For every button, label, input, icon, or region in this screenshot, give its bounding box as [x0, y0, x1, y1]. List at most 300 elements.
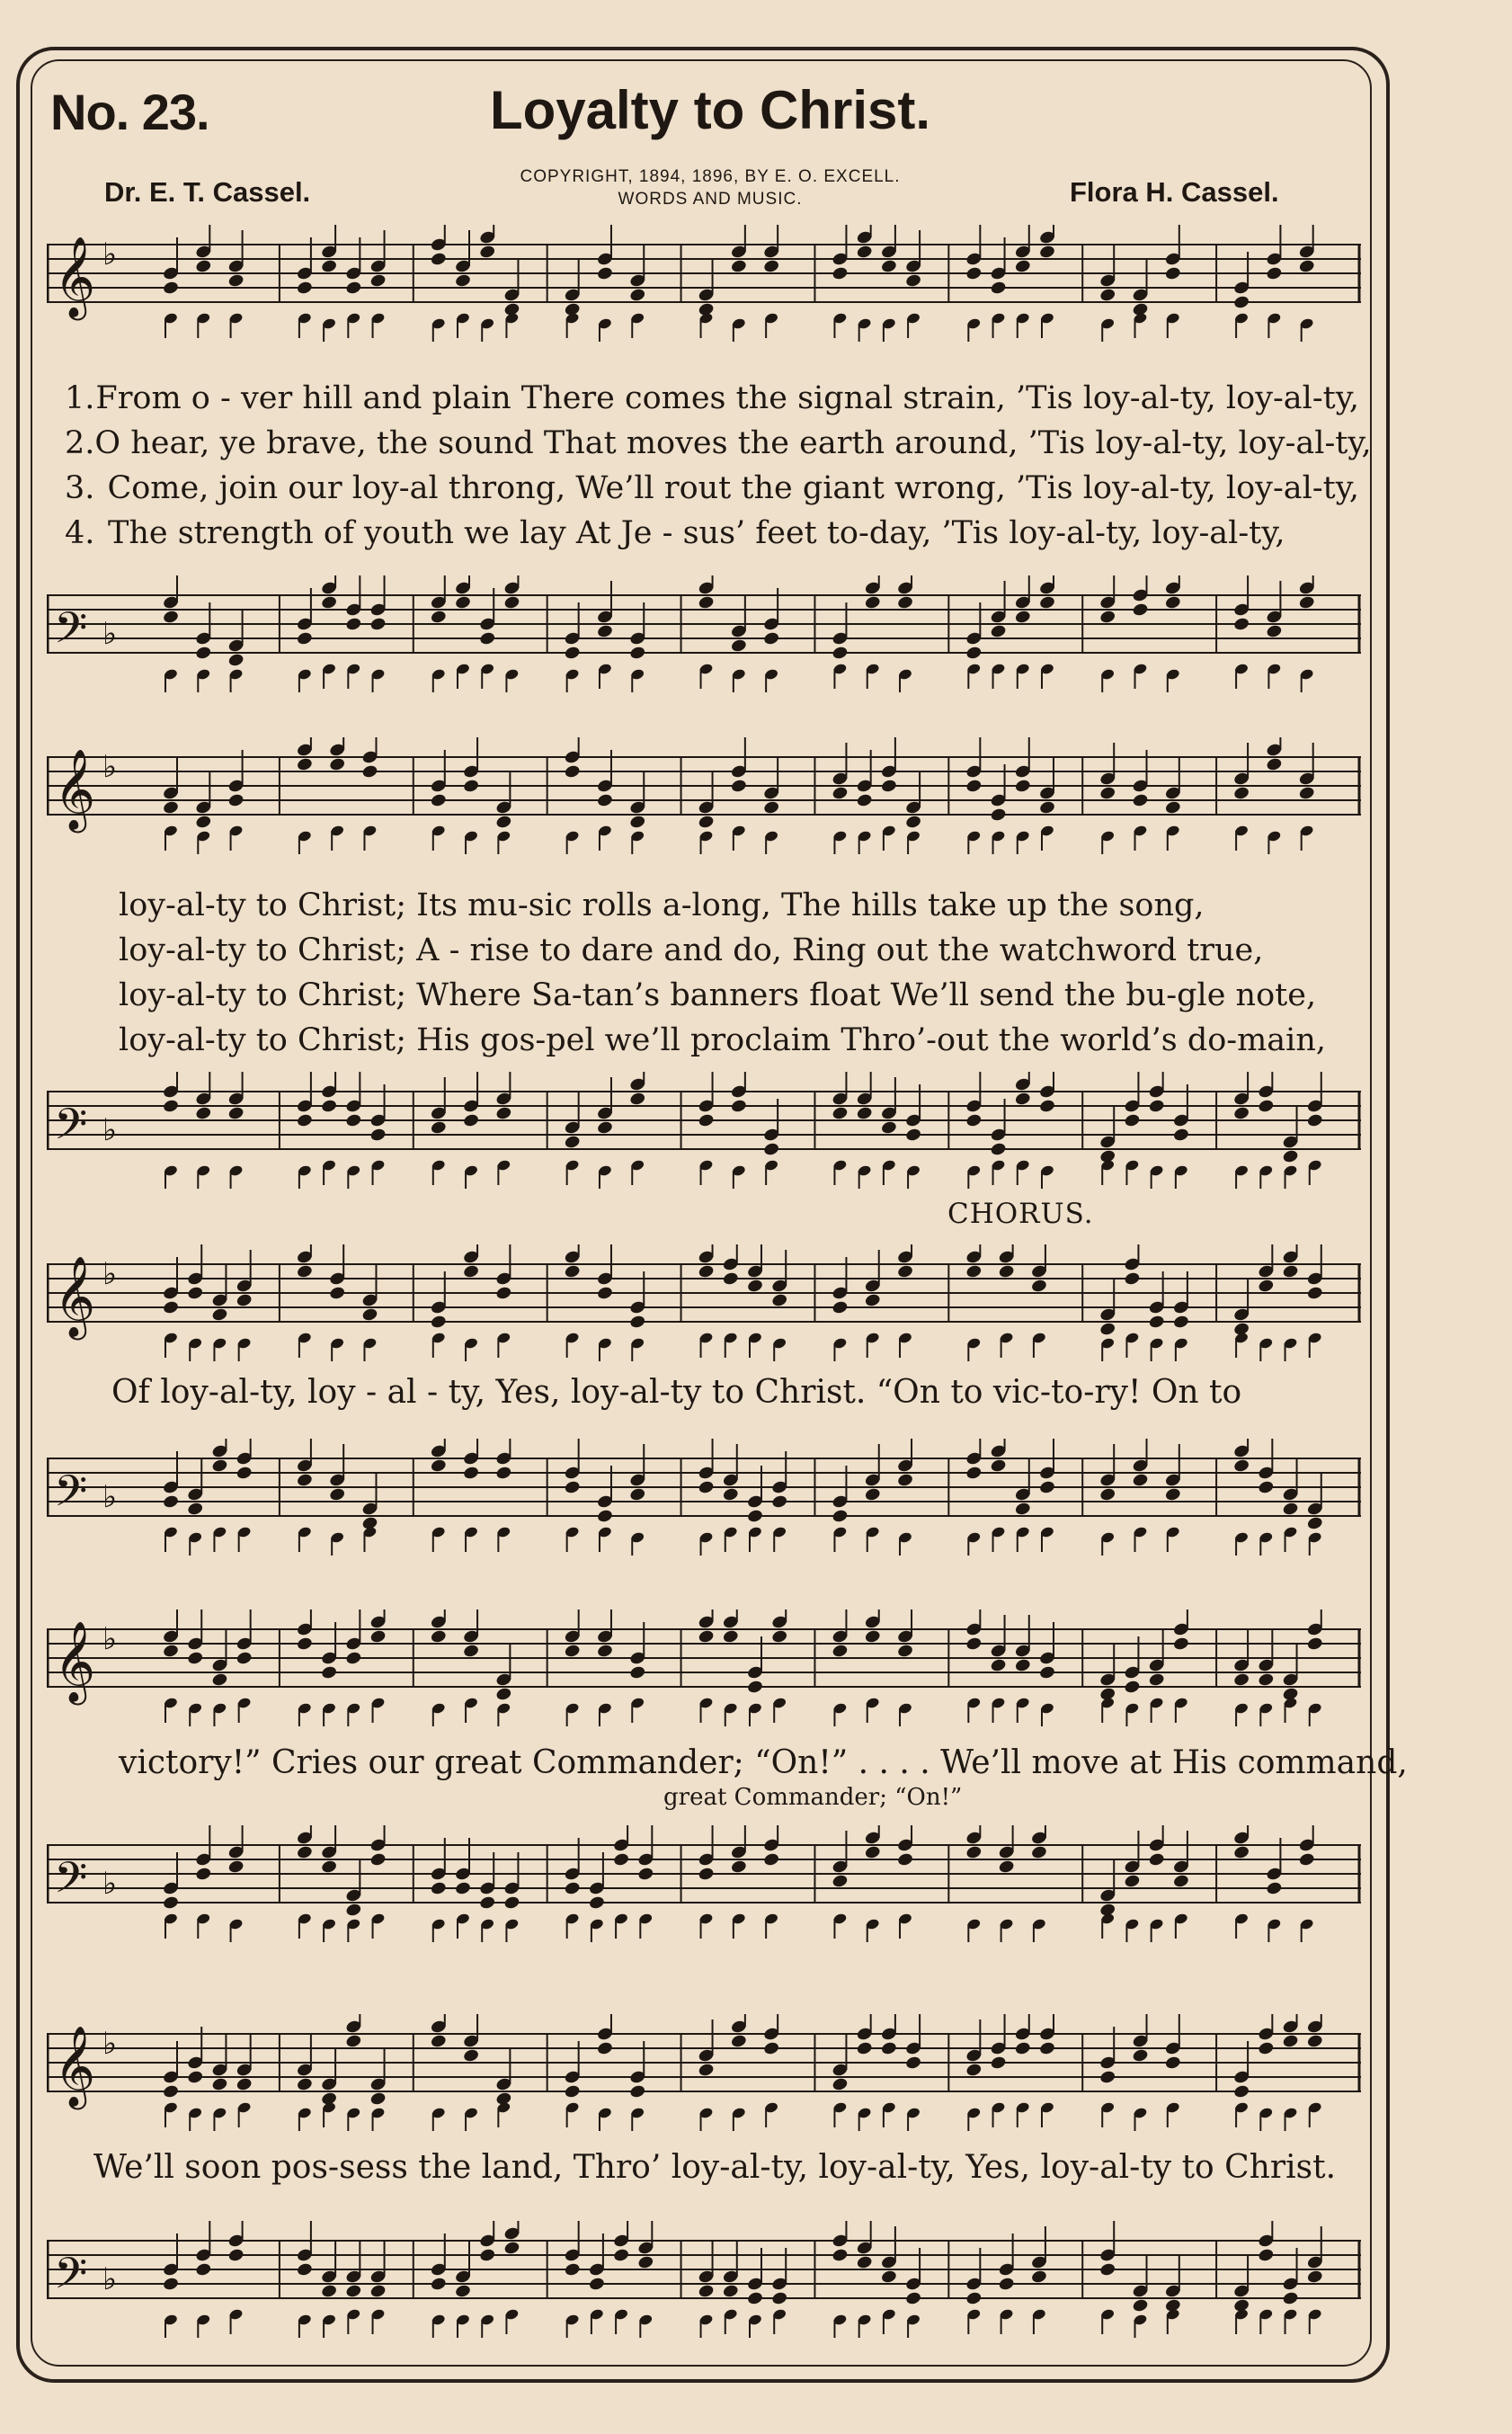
lyrics-line-5: We’ll soon pos-sess the land, Thro’ loy-al-ty, loy-al-ty, Yes, loy-al-ty to Christ. [93, 2149, 1337, 2186]
treble-clef-icon: 𝄞 [54, 1256, 96, 1337]
notehead [463, 1113, 480, 1128]
notehead [637, 2255, 654, 2270]
notehead [1164, 800, 1181, 816]
notehead [990, 1658, 1007, 1673]
notehead [990, 807, 1007, 823]
notehead [965, 1113, 983, 1128]
notehead [1099, 1487, 1116, 1502]
verse-text: loy-al-ty to Christ; A - rise to dare and do, Ring out the watchword true, [119, 932, 1264, 968]
bass-clef-icon: 𝄢 [54, 1466, 88, 1527]
notehead [771, 1293, 788, 1308]
notehead [430, 2277, 447, 2292]
notehead [832, 1644, 849, 1659]
notehead [1132, 1473, 1149, 1488]
notehead [564, 646, 581, 661]
flat-icon: ♭ [102, 1621, 118, 1657]
notehead [1124, 1874, 1141, 1889]
notehead [763, 1142, 780, 1157]
notehead [463, 1644, 480, 1659]
notehead [864, 1629, 881, 1645]
notehead [369, 273, 387, 289]
bass-clef-icon: 𝄢 [54, 1852, 88, 1913]
notehead [698, 1867, 715, 1882]
notehead [236, 1651, 253, 1666]
notehead [211, 1458, 228, 1474]
notehead [1172, 1128, 1189, 1143]
notehead [430, 1120, 447, 1136]
notehead [227, 653, 245, 668]
notehead [990, 624, 1007, 639]
notehead [1148, 1099, 1165, 1114]
flat-icon: ♭ [102, 1256, 118, 1292]
flat-icon: ♭ [102, 236, 118, 272]
notehead [1164, 266, 1181, 281]
notehead [1258, 2248, 1275, 2263]
notehead [1132, 793, 1149, 808]
notehead [211, 1672, 228, 1688]
notehead [329, 1487, 346, 1502]
flat-icon: ♭ [102, 2261, 118, 2297]
flat-icon: ♭ [102, 2026, 118, 2062]
notehead [430, 2034, 447, 2049]
composer-credit: Dr. E. T. Cassel. [104, 176, 311, 208]
notehead [1099, 610, 1116, 625]
notehead [479, 631, 496, 646]
notehead [905, 273, 922, 289]
notehead [990, 1458, 1007, 1474]
notehead [195, 646, 212, 661]
verse-number: 2. [65, 425, 95, 461]
notehead [832, 1106, 849, 1121]
notehead [430, 1881, 447, 1896]
notehead [998, 1859, 1015, 1875]
notehead [227, 1106, 245, 1121]
notehead [1014, 259, 1031, 274]
notehead [296, 1845, 313, 1860]
notehead [613, 2248, 630, 2263]
notehead [430, 793, 447, 808]
notehead [1099, 1322, 1116, 1337]
verses-block-1 [65, 376, 1372, 556]
notehead [1266, 624, 1283, 639]
notehead [321, 259, 338, 274]
notehead [479, 2248, 496, 2263]
notehead [162, 281, 179, 296]
verse-number: 3. [65, 470, 95, 506]
notehead [990, 1142, 1007, 1157]
notehead [722, 2284, 739, 2299]
notehead [698, 2063, 715, 2078]
verse-1-line [65, 376, 1359, 421]
notehead [1124, 1271, 1141, 1287]
notehead [1014, 610, 1031, 625]
notehead [236, 1466, 253, 1481]
notehead [698, 595, 715, 611]
notehead [296, 2262, 313, 2278]
notehead [321, 1859, 338, 1875]
notehead [1014, 1502, 1031, 1517]
notehead [1038, 2041, 1055, 2056]
notehead [479, 245, 496, 260]
verse-number: 1. [65, 380, 95, 416]
notehead [162, 1494, 179, 1510]
notehead [880, 2041, 897, 2056]
notehead [856, 793, 873, 808]
staff-system-4-bass [47, 1825, 1361, 1942]
notehead [856, 1106, 873, 1121]
verse-text: From o - ver hill and plain There comes the signal strain, ’Tis loy-al-ty, loy-al-ty, [95, 380, 1359, 416]
notehead [1298, 786, 1315, 801]
notehead [296, 2077, 313, 2092]
notehead [495, 815, 512, 830]
notehead [430, 1458, 447, 1474]
notehead [1099, 2070, 1116, 2085]
notehead [763, 2041, 780, 2056]
notehead [629, 815, 646, 830]
notehead [1124, 1113, 1141, 1128]
notehead [463, 779, 480, 794]
notehead [1258, 1279, 1275, 1294]
notehead [321, 1099, 338, 1114]
notehead [187, 2070, 204, 2085]
notehead [1030, 2269, 1047, 2285]
notehead [454, 1881, 471, 1896]
notehead [345, 1651, 362, 1666]
notehead [564, 764, 581, 780]
notehead [880, 779, 897, 794]
notehead [629, 1092, 646, 1107]
copyright-notice [431, 165, 989, 210]
notehead [896, 1644, 913, 1659]
lyrics-line-3: Of loy-al-ty, loy - al - ty, Yes, loy-al-ty to Christ. “On to vic-to-ry! On to [111, 1374, 1242, 1411]
notehead [763, 1852, 780, 1868]
notehead [730, 259, 747, 274]
notehead [162, 1300, 179, 1315]
notehead [162, 2084, 179, 2100]
notehead [698, 2284, 715, 2299]
verse-text: The strength of youth we lay At Je - sus’ feet to-day, ’Tis loy-al-ty, loy-al-ty, [108, 515, 1285, 551]
notehead [564, 2084, 581, 2100]
notehead [1172, 1636, 1189, 1652]
notehead [1306, 2269, 1323, 2285]
notehead [1038, 245, 1055, 260]
notehead [369, 1629, 387, 1645]
bass-clef-icon: 𝄢 [54, 1099, 88, 1160]
notehead [1132, 2298, 1149, 2314]
notehead [746, 1279, 763, 1294]
notehead [629, 1487, 646, 1502]
treble-clef-icon: 𝄞 [54, 749, 96, 830]
notehead [698, 1113, 715, 1128]
verse-1-cont [119, 883, 1377, 928]
notehead [1258, 2041, 1275, 2056]
flat-icon: ♭ [102, 1112, 118, 1148]
notehead [1233, 617, 1250, 632]
notehead [1148, 1672, 1165, 1688]
notehead [896, 1264, 913, 1279]
notehead [1306, 1113, 1323, 1128]
notehead [369, 2091, 387, 2107]
notehead [1282, 1502, 1299, 1517]
notehead [832, 1509, 849, 1524]
notehead [629, 288, 646, 303]
notehead [162, 1644, 179, 1659]
notehead [296, 1264, 313, 1279]
notehead [722, 1629, 739, 1645]
notehead [1038, 800, 1055, 816]
notehead [564, 1264, 581, 1279]
notehead [321, 1665, 338, 1681]
notehead [965, 2063, 983, 2078]
notehead [596, 1509, 613, 1524]
notehead [856, 245, 873, 260]
notehead [730, 779, 747, 794]
notehead [856, 2255, 873, 2270]
notehead [369, 1128, 387, 1143]
notehead [296, 1113, 313, 1128]
notehead [227, 2248, 245, 2263]
verse-number: 4. [65, 515, 95, 551]
notehead [1014, 1092, 1031, 1107]
notehead [162, 2277, 179, 2292]
notehead [730, 2034, 747, 2049]
notehead [1164, 595, 1181, 611]
notehead [430, 252, 447, 267]
notehead [596, 1286, 613, 1301]
notehead [1306, 1286, 1323, 1301]
notehead [832, 1874, 849, 1889]
notehead [495, 1687, 512, 1702]
notehead [596, 1644, 613, 1659]
staff-system-2-bass [47, 1072, 1361, 1189]
notehead [629, 1665, 646, 1681]
notehead [296, 757, 313, 772]
notehead [162, 800, 179, 816]
notehead [588, 2277, 605, 2292]
notehead [1030, 1279, 1047, 1294]
notehead [495, 1106, 512, 1121]
notehead [864, 595, 881, 611]
notehead [1306, 1516, 1323, 1531]
notehead [905, 2291, 922, 2306]
notehead [730, 638, 747, 654]
verse-text: loy-al-ty to Christ; Its mu-sic rolls a-long, The hills take up the song, [119, 887, 1205, 923]
notehead [771, 1494, 788, 1510]
notehead [1298, 259, 1315, 274]
notehead [1099, 2262, 1116, 2278]
notehead [495, 1286, 512, 1301]
notehead [1306, 2034, 1323, 2049]
notehead [771, 1629, 788, 1645]
notehead [856, 2041, 873, 2056]
notehead [990, 281, 1007, 296]
notehead [329, 757, 346, 772]
notehead [187, 1286, 204, 1301]
notehead [596, 793, 613, 808]
notehead [832, 2248, 849, 2263]
notehead [698, 815, 715, 830]
notehead [746, 2291, 763, 2306]
notehead [503, 1895, 520, 1911]
notehead [905, 815, 922, 830]
notehead [345, 281, 362, 296]
notehead [596, 266, 613, 281]
notehead [1014, 1658, 1031, 1673]
notehead [965, 646, 983, 661]
notehead [162, 610, 179, 625]
notehead [596, 624, 613, 639]
notehead [162, 1895, 179, 1911]
author-credit: Flora H. Cassel. [1070, 176, 1279, 208]
notehead [746, 1680, 763, 1695]
notehead [990, 2055, 1007, 2071]
notehead [321, 2284, 338, 2299]
notehead [195, 1867, 212, 1882]
notehead [361, 1307, 378, 1323]
notehead [1258, 1672, 1275, 1688]
verse-text: loy-al-ty to Christ; Where Sa-tan’s banners float We’ll send the bu-gle note, [119, 977, 1317, 1013]
notehead [227, 1859, 245, 1875]
notehead [730, 1859, 747, 1875]
bass-clef-icon: 𝄢 [54, 602, 88, 664]
notehead [965, 779, 983, 794]
notehead [195, 1106, 212, 1121]
verse-4-line [65, 511, 1359, 556]
notehead [564, 1480, 581, 1495]
notehead [1306, 1636, 1323, 1652]
notehead [503, 2241, 520, 2256]
notehead [1233, 786, 1250, 801]
notehead [880, 2269, 897, 2285]
lyrics-line-4: victory!” Cries our great Commander; “On!” . . . . We’ll move at His command, [119, 1744, 1408, 1781]
notehead [227, 273, 245, 289]
verse-2-cont [119, 928, 1377, 973]
notehead [345, 1903, 362, 1918]
notehead [296, 1473, 313, 1488]
flat-icon: ♭ [102, 749, 118, 785]
notehead [832, 786, 849, 801]
notehead [880, 1120, 897, 1136]
flat-icon: ♭ [102, 616, 118, 652]
notehead [1298, 1852, 1315, 1868]
notehead [1266, 266, 1283, 281]
notehead [698, 1264, 715, 1279]
notehead [503, 595, 520, 611]
notehead [211, 2077, 228, 2092]
notehead [195, 2262, 212, 2278]
notehead [1099, 288, 1116, 303]
notehead [1266, 1881, 1283, 1896]
notehead [896, 595, 913, 611]
notehead [361, 764, 378, 780]
verse-text: O hear, ye brave, the sound That moves the earth around, ’Tis loy-al-ty, loy-al-ty, [94, 425, 1372, 461]
notehead [1258, 1099, 1275, 1114]
notehead [1132, 602, 1149, 618]
notehead [430, 1629, 447, 1645]
treble-clef-icon: 𝄞 [54, 236, 96, 317]
notehead [1164, 1487, 1181, 1502]
notehead [896, 1473, 913, 1488]
notehead [1233, 1458, 1250, 1474]
notehead [763, 800, 780, 816]
notehead [1282, 1149, 1299, 1164]
notehead [463, 1264, 480, 1279]
notehead [296, 281, 313, 296]
notehead [596, 2041, 613, 2056]
notehead [905, 1128, 922, 1143]
notehead [1233, 295, 1250, 310]
notehead [1233, 1672, 1250, 1688]
verse-2-line [65, 421, 1372, 466]
notehead [187, 1651, 204, 1666]
notehead [588, 1895, 605, 1911]
verses-block-2 [119, 883, 1377, 1063]
hymn-number: No. 23. [50, 84, 209, 140]
notehead [321, 595, 338, 611]
staff-system-5-treble [47, 2014, 1361, 2131]
copyright-line: COPYRIGHT, 1894, 1896, BY E. O. EXCELL. [520, 167, 901, 186]
notehead [463, 2048, 480, 2064]
flat-icon: ♭ [102, 1866, 118, 1902]
notehead [1172, 1315, 1189, 1330]
notehead [1148, 1852, 1165, 1868]
staff-system-1-treble [47, 225, 1361, 342]
notehead [187, 1502, 204, 1517]
notehead [596, 1120, 613, 1136]
notehead [864, 1293, 881, 1308]
notehead [236, 2077, 253, 2092]
notehead [832, 646, 849, 661]
verse-text: loy-al-ty to Christ; His gos-pel we’ll proclaim Thro’-out the world’s do-main, [119, 1022, 1327, 1058]
notehead [345, 2034, 362, 2049]
notehead [965, 1636, 983, 1652]
notehead [698, 1480, 715, 1495]
notehead [495, 1466, 512, 1481]
notehead [1038, 595, 1055, 611]
notehead [369, 2284, 387, 2299]
notehead [195, 259, 212, 274]
notehead [564, 2262, 581, 2278]
notehead [369, 617, 387, 632]
notehead [1282, 2291, 1299, 2306]
notehead [1282, 2034, 1299, 2049]
notehead [771, 2291, 788, 2306]
notehead [905, 2055, 922, 2071]
notehead [454, 595, 471, 611]
notehead [722, 1487, 739, 1502]
notehead [730, 1099, 747, 1114]
staff-system-3-treble [47, 1244, 1361, 1361]
notehead [629, 1315, 646, 1330]
staff-system-1-bass [47, 575, 1361, 692]
words-music-line: WORDS AND MUSIC. [618, 190, 803, 209]
notehead [1233, 1845, 1250, 1860]
notehead [832, 1300, 849, 1315]
notehead [998, 1264, 1015, 1279]
notehead [345, 1113, 362, 1128]
staff-system-3-bass [47, 1439, 1361, 1556]
notehead [698, 1629, 715, 1645]
notehead [1172, 1874, 1189, 1889]
notehead [864, 1487, 881, 1502]
bass-clef-icon: 𝄢 [54, 2248, 88, 2309]
notehead [345, 617, 362, 632]
notehead [195, 815, 212, 830]
notehead [965, 2291, 983, 2306]
notehead [763, 259, 780, 274]
notehead [564, 1644, 581, 1659]
treble-clef-icon: 𝄞 [54, 2026, 96, 2107]
